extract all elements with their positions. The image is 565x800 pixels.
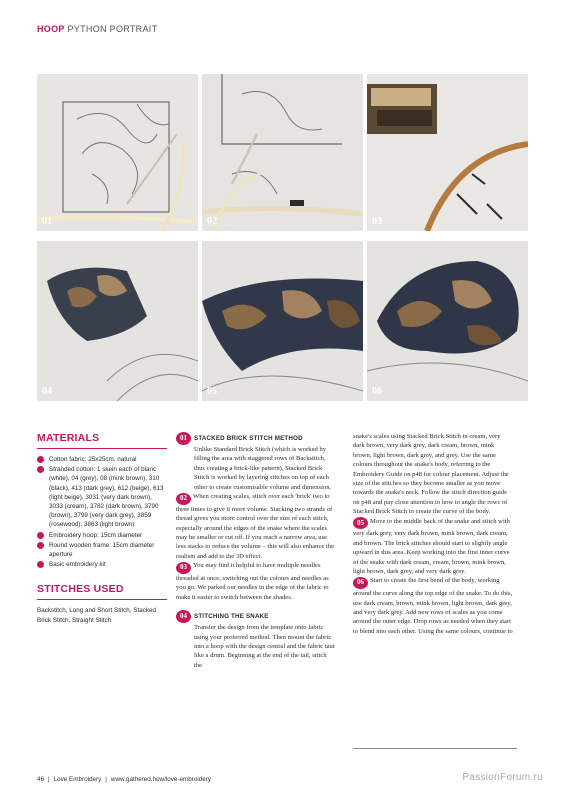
list-item-text: Round wooden frame: 15cm diameter aperture <box>49 541 155 559</box>
article-title: PYTHON PORTRAIT <box>67 24 158 34</box>
step-number-badge: 06 <box>353 577 368 589</box>
main-column-1 <box>176 432 336 670</box>
column-end-rule <box>353 748 517 749</box>
list-item-text: Embroidery hoop: 15cm diameter <box>49 531 143 539</box>
stitches-text: Backstitch, Long and Short Stitch, Stacked Brick Stitch, Straight Stitch <box>37 607 157 624</box>
step-number-badge: 01 <box>176 432 191 445</box>
step-photo-06 <box>367 241 528 401</box>
stitches-heading: STITCHES USED <box>37 583 167 600</box>
step-text: You may find it helpful to have multiple needles threaded at once, switching out the colours and needles as you go. We parked our needles in the edge of the fabric to make it easier to switch between the shades. <box>176 562 329 601</box>
list-item <box>37 465 167 529</box>
list-item-text: Cotton fabric: 25x25cm, natural <box>49 456 137 463</box>
page-number: 46 <box>37 776 45 783</box>
step-text: Unlike Standard Brick Stitch (which is worked by filling the area with staggered rows of Backstitch, thus creating a brick-like pattern), Stacked Brick Stitch is worked by layering stitches on top of each other to create customisable volume and dimension. <box>194 446 332 491</box>
step-number-badge: 03 <box>176 562 191 574</box>
step-number-badge: 04 <box>176 610 191 623</box>
list-item <box>37 455 167 464</box>
step-01-text <box>176 445 336 492</box>
page-header <box>37 24 157 34</box>
step-02-text <box>176 492 336 561</box>
step-text: Move to the middle back of the snake and stitch with very dark grey, very dark brown, mink brown, dark cream, and brown. The brick stitches should start to slightly angle upward in this area. Keep working into the first inner curve of the snake with dark cream, cream, brown, mink brown, light brown, dark grey, and very dark grey. <box>353 517 510 575</box>
photo-number: 03 <box>372 216 382 227</box>
step-photo-02 <box>202 74 363 231</box>
list-item <box>37 531 167 540</box>
step-title: STITCHING THE SNAKE <box>194 612 269 620</box>
main-column-2 <box>353 432 513 636</box>
page-footer: 46 | Love Embroidery | www.gathered.how/love-embroidery <box>37 776 212 783</box>
step-01-heading <box>176 432 336 445</box>
section-label: HOOP <box>37 24 65 34</box>
bullet-icon <box>37 561 44 568</box>
step-text: Transfer the design from the template onto fabric using your preferred method. Then mount the fabric into a hoop with the design central and the fabric taut like a drum. Beginning at the end of the tail, stitch the <box>194 624 335 669</box>
step-05-text <box>353 517 513 577</box>
bullet-icon <box>37 532 44 539</box>
step-photo-05 <box>202 241 363 401</box>
materials-heading: MATERIALS <box>37 432 167 449</box>
photo-number: 06 <box>372 386 382 397</box>
step-text: Start to create the first bend of the body, working around the curve along the top edge of the snake. To do this, use dark cream, brown, mink brown, light brown, dark grey, and very dark grey. Add new rows of scales as you come around the outer edge. Drop rows as needed when they start to blend into each other. Using the same colours, continue to <box>353 577 513 635</box>
step-title: STACKED BRICK STITCH METHOD <box>194 434 303 442</box>
step-photo-03 <box>367 74 528 231</box>
list-item-text: Basic embroidery kit <box>49 561 106 569</box>
step-number-badge: 05 <box>353 517 368 529</box>
photo-number: 02 <box>207 216 217 227</box>
watermark: PassionForum.ru <box>462 772 543 783</box>
step-04-heading <box>176 610 336 623</box>
list-item <box>37 560 167 569</box>
list-item-text: Stranded cotton: 1 skein each of blanc (white), 04 (grey), 08 (mink brown), 310 (black), 413 (dark grey), 612 (beige), 613 (light beige), 3031 (very dark brown), 3033 (cream), 3782 (dark brown), 3790 (brown), 3799 (very dark grey), 3859 (rosewood), 3863 (light brown) <box>49 466 164 529</box>
magazine-url[interactable]: www.gathered.how/love-embroidery <box>110 776 212 783</box>
step-photo-01 <box>37 74 198 231</box>
list-item <box>37 541 167 559</box>
bullet-icon <box>37 466 44 473</box>
photo-number: 05 <box>207 386 217 397</box>
materials-list <box>37 455 167 569</box>
step-text: When creating scales, stitch over each 'brick' two to three times to give it more volume. Stacking two strands of thread gives you more control over the size of each stitch, especially around the edges of the snake where the scales may be smaller or cut off. If you reach a narrow area, use less stacks to reduce the volume – this will also enhance the realism and add to the 3D effect. <box>176 493 335 560</box>
sidebar <box>37 432 167 625</box>
step-04-text <box>176 623 336 670</box>
bullet-icon <box>37 456 44 463</box>
step-photo-04 <box>37 241 198 401</box>
step-03-text <box>176 561 336 602</box>
photo-number: 04 <box>42 386 52 397</box>
step-06-text <box>353 576 513 636</box>
photo-number: 01 <box>42 216 52 227</box>
magazine-name: Love Embroidery <box>53 776 102 783</box>
step-04-continued: snake's scales using Stacked Brick Stitch in cream, very dark brown, very dark grey, dark cream, brown, mink brown, light brown, dark grey, and grey. Use the same colours throughout the snake's body, referring to the Embroidery Guide on p48 for colour placement. Adjust the size of the stitches so they become smaller as you move towards the snake's neck. Follow the stitch direction guide on p48 and pay close attention to how to angle the rows of Stacked Brick Stitch to create the curve of the body. <box>353 433 509 516</box>
bullet-icon <box>37 542 44 549</box>
step-number-badge: 02 <box>176 493 191 505</box>
